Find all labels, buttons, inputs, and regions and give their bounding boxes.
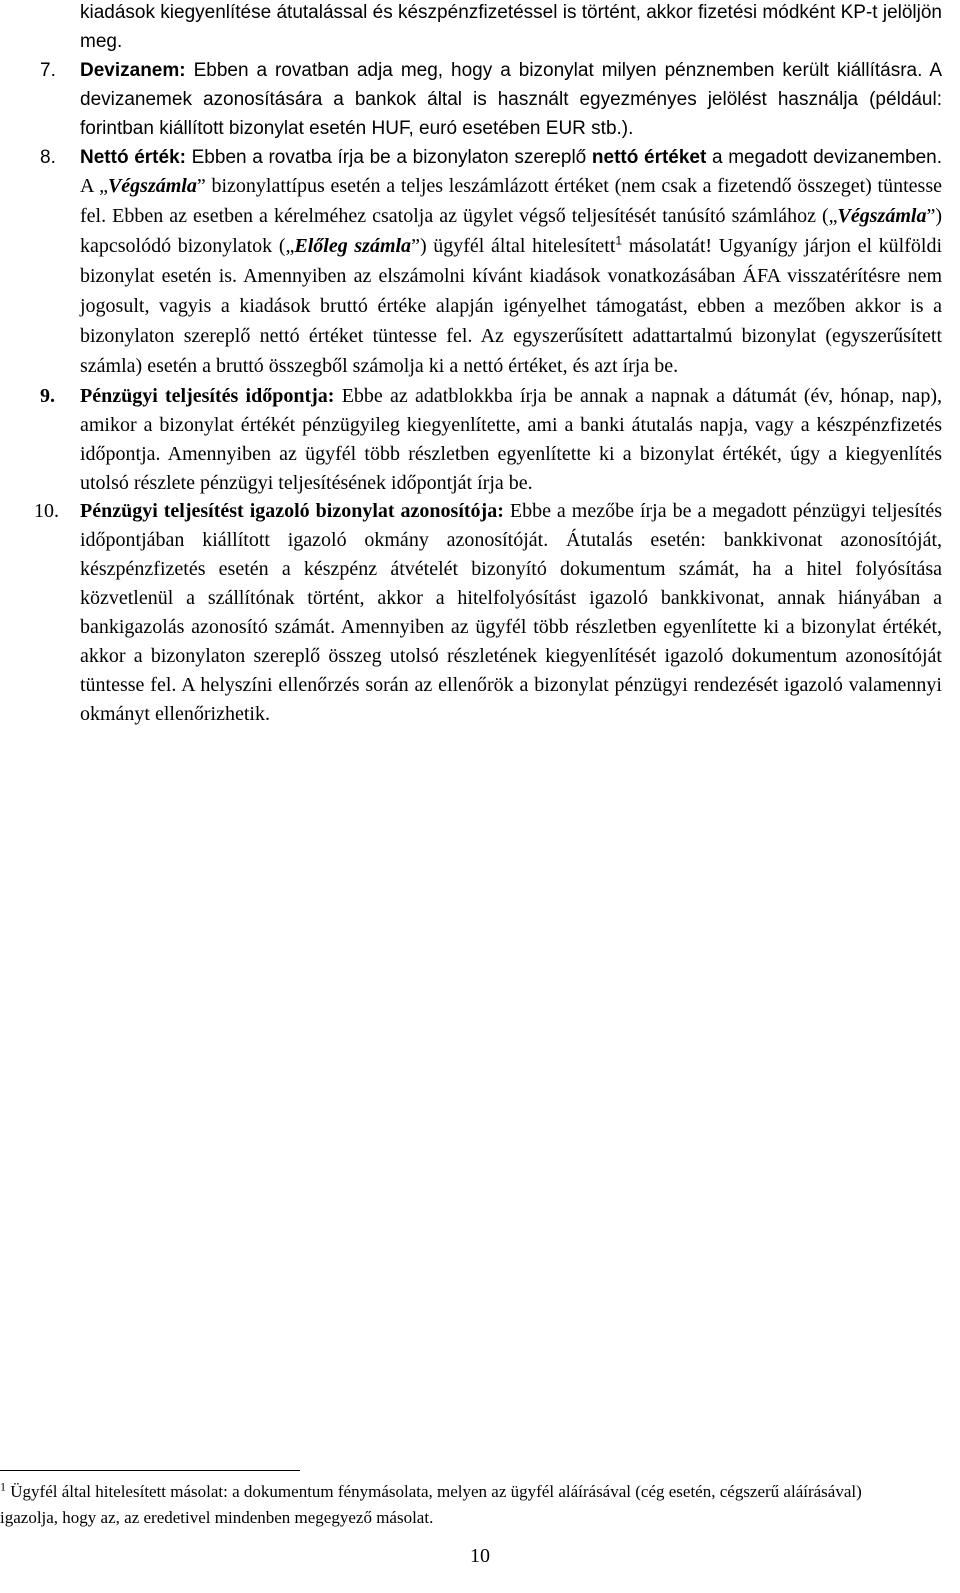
item-8-italic-1: Végszámla bbox=[107, 175, 197, 198]
item-8-text-7: másolatát! Ugyanígy járjon el külföldi bizonylat esetén is. Amennyiben az elszámolni kívánt kiadások vonatkozásában ÁFA visszatérítésre nem jogosult, vagyis a kiadások bruttó értéke alapján igényelhet támogatást, ebben a mezőben akkor is a bizonylaton szereplő nettó értéket tüntesse fel. Az egyszerűsített adattartalmú bizonylat (egyszerűsített számla) esetén a bruttó összegből számolja ki a nettó értéket, és azt írja be. bbox=[80, 235, 943, 377]
item-10 bbox=[34, 497, 943, 728]
item-7 bbox=[40, 57, 942, 144]
item-8-text-3: A „ bbox=[80, 175, 108, 198]
item-8-text-5: ”) kapcsolódó bizonylatok („ bbox=[80, 205, 942, 258]
item-8-italic-3: Előleg számla bbox=[294, 235, 412, 258]
item-7-label: Devizanem: bbox=[80, 59, 186, 81]
item-9-label: Pénzügyi teljesítés időpontja: bbox=[80, 384, 335, 407]
footnote-reference: 1 bbox=[615, 233, 623, 248]
item-8-text-1: Ebben a rovatba írja be a bizonylaton szereplő bbox=[185, 146, 592, 168]
footnote-text: Ügyfél által hitelesített másolat: a dokumentum fénymásolata, melyen az ügyfél aláírásával (cég esetén, cégszerű aláírásával) igazolja, hogy az, az eredetivel mindenben megegyező másolat. bbox=[0, 1482, 862, 1527]
item-9-text: Ebbe az adatblokkba írja be annak a napnak a dátumát (év, hónap, nap), amikor a bizonylat értékét pénzügyileg kiegyenlítette, ami a banki átutalás napja, vagy a készpénzfizetés időpontja. Amennyiben az ügyfél több részletben egyenlítette ki a bizonylat értékét, úgy a kiegyenlítés utolsó részlete pénzügyi teljesítésének időpontját írja be. bbox=[80, 384, 942, 494]
item-8-text-6: ”) ügyfél által hitelesített bbox=[411, 235, 616, 258]
item-7-number: 7. bbox=[40, 59, 56, 81]
item-7-text: Ebben a rovatban adja meg, hogy a bizonylat milyen pénznemben került kiállításra. A devizanemek azonosítására a bankok által is használt egyezményes jelölést használja (például: forintban kiállított bizonylat esetén HUF, euró esetében EUR stb.). bbox=[80, 59, 942, 139]
item-8-text-2: a megadott devizanemben. bbox=[706, 146, 942, 168]
item-10-number: 10. bbox=[34, 500, 59, 523]
intro-text: kiadások kiegyenlítése átutalással és készpénzfizetéssel is történt, akkor fizetési módként KP-t jelöljön meg. bbox=[80, 2, 942, 52]
item-8 bbox=[40, 144, 943, 382]
item-8-italic-2: Végszámla bbox=[837, 205, 927, 228]
footnote-divider bbox=[0, 1470, 300, 1471]
item-8-number: 8. bbox=[40, 146, 56, 168]
item-9-number: 9. bbox=[40, 384, 55, 407]
item-8-bold-1: nettó értéket bbox=[591, 146, 707, 168]
item-10-label: Pénzügyi teljesítést igazoló bizonylat azonosítója: bbox=[80, 500, 504, 523]
footnote bbox=[0, 1479, 900, 1531]
page-body bbox=[34, 0, 943, 729]
item-8-label: Nettó érték: bbox=[80, 146, 186, 168]
item-10-text: Ebbe a mezőbe írja be a megadott pénzügyi teljesítés időpontjában kiállított igazoló okmány azonosítóját. Átutalás esetén: bankkivonat azonosítóját, készpénzfizetés esetén a készpénz átvételét bizonyító dokumentum számát, ha a hitel folyósítása közvetlenül a szállítónak történt, akkor a hitelfolyósítást igazoló bankkivonat, annak hiányában a bankigazolás azonosító számát. Amennyiben az ügyfél több részletben egyenlítette ki a bizonylat értékét, akkor a bizonylaton szereplő összeg utolsó részletének kiegyenlítését igazoló dokumentum azonosítóját tüntesse fel. A helyszíni ellenőrzés során az ellenőrök a bizonylat pénzügyi rendezését igazoló valamennyi okmányt ellenőrizhetik. bbox=[80, 500, 943, 725]
intro-paragraph bbox=[80, 0, 942, 57]
page-number: 10 bbox=[470, 1545, 490, 1567]
item-8-text-4: ” bizonylattípus esetén a teljes leszámlázott értéket (nem csak a fizetendő összeget) tüntesse fel. Ebben az esetben a kérelméhez csatolja az ügylet végső teljesítését tanúsító számlához („ bbox=[80, 175, 942, 228]
footnote-mark: 1 bbox=[0, 1479, 6, 1494]
item-9 bbox=[40, 382, 942, 498]
